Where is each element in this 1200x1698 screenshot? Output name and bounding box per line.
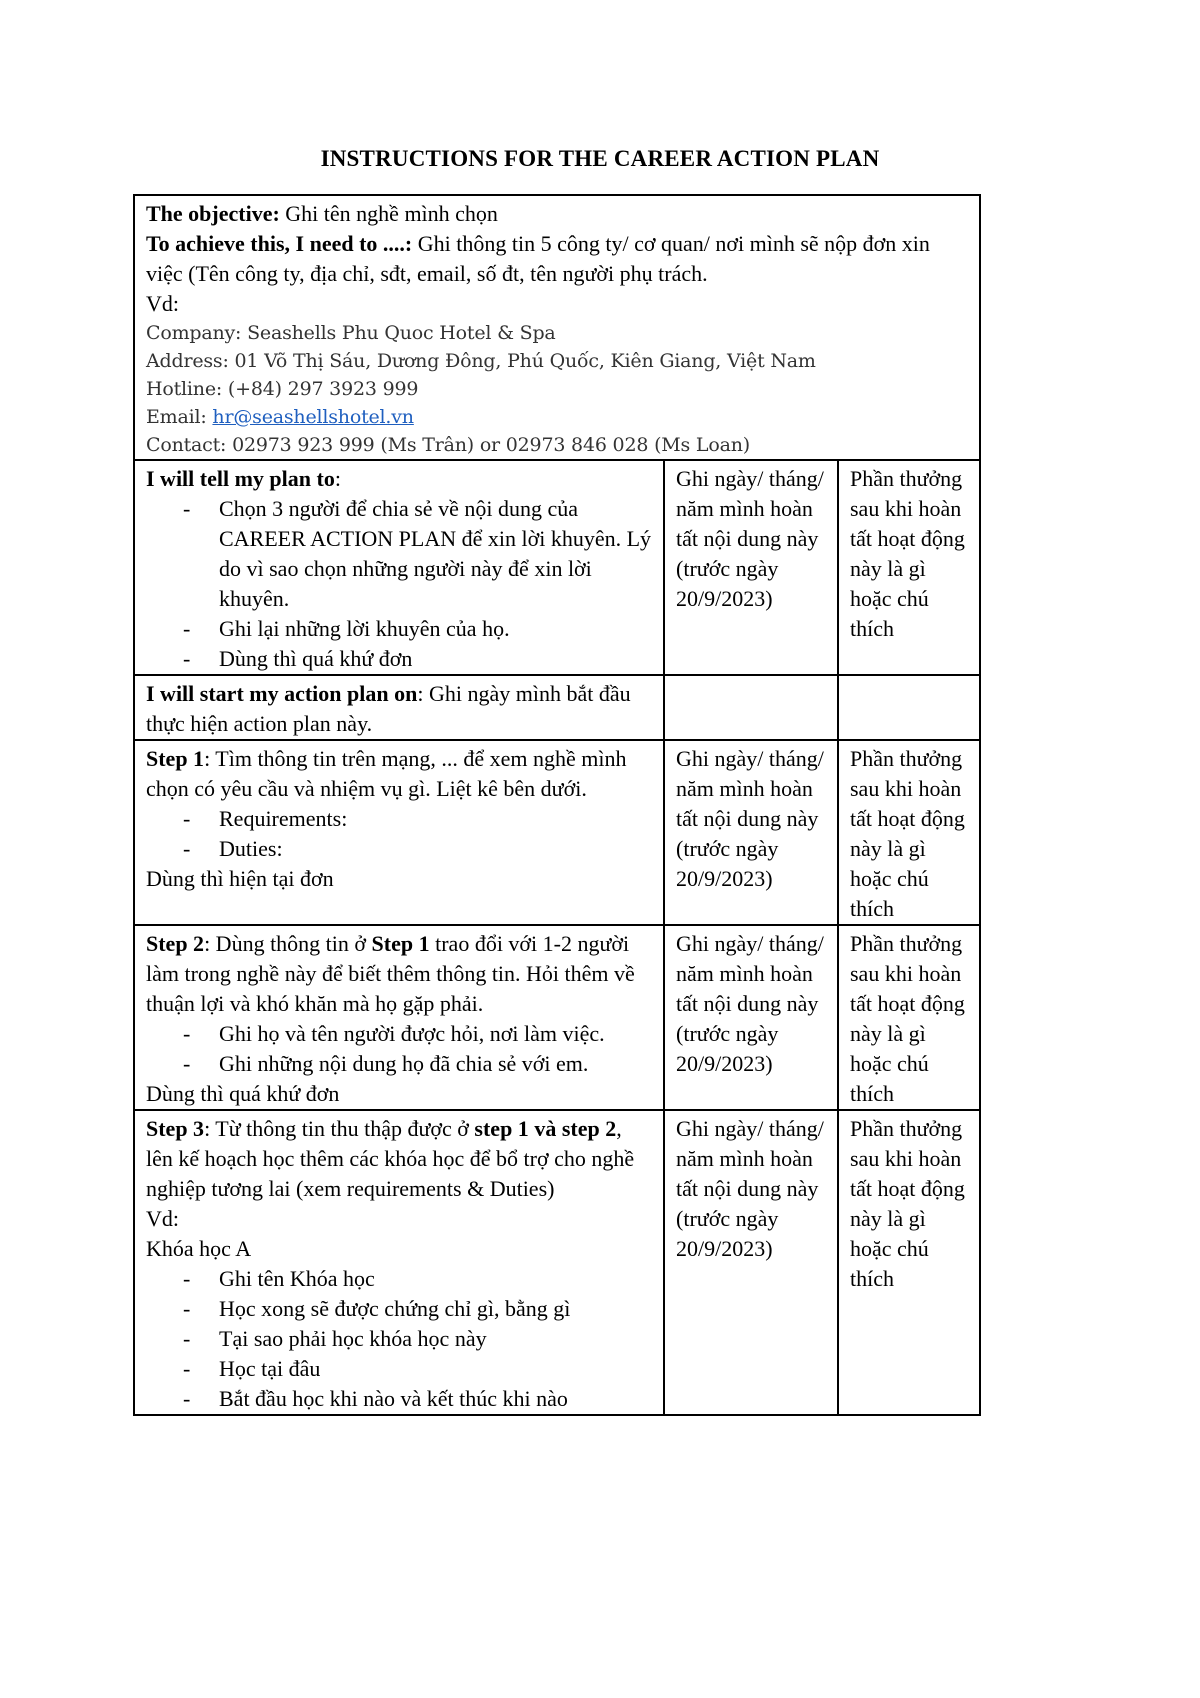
list-item: - Chọn 3 người để chia sẻ về nội dung của CAREER ACTION PLAN để xin lời khuyên. Lý do vì sao chọn những người này để xin lời khuyên. — [146, 494, 653, 614]
contact-line: Contact: 02973 923 999 (Ms Trân) or 02973 846 028 (Ms Loan) — [146, 434, 750, 456]
objective-line — [146, 199, 969, 229]
tell-plan-label: I will tell my plan to — [146, 466, 335, 491]
date-cell: Ghi ngày/ tháng/ năm mình hoàn tất nội dung này (trước ngày 20/9/2023) — [664, 740, 838, 925]
step1-list — [146, 804, 653, 864]
achieve-text: Ghi thông tin 5 công ty/ cơ quan/ nơi mình sẽ nộp đơn xin việc (Tên công ty, địa chỉ, sđt, email, số đt, tên người phụ trách. — [146, 231, 930, 286]
address-line: Address: 01 Võ Thị Sáu, Dương Đông, Phú Quốc, Kiên Giang, Việt Nam — [146, 350, 816, 372]
objective-label: The objective: — [146, 201, 280, 226]
start-plan-row — [134, 675, 980, 740]
date-cell: Ghi ngày/ tháng/ năm mình hoàn tất nội dung này (trước ngày 20/9/2023) — [664, 1110, 838, 1415]
step2-list — [146, 1019, 653, 1079]
list-item: - Ghi tên Khóa học — [146, 1264, 653, 1294]
step3-cell: Step 3: Từ thông tin thu thập được ở step 1 và step 2, lên kế hoạch học thêm các khóa học để bổ trợ cho nghề nghiệp tương lai (xem requirements & Duties) Vd: Khóa học A - Ghi tên Khóa học - Học xong sẽ được chứng chỉ gì, bằng gì - Tại sao phải học khóa học này - Học tại đâu - Bắt đầu học khi nào và kết thúc khi nào — [134, 1110, 664, 1415]
start-reward-cell — [838, 675, 980, 740]
start-plan-text: : Ghi ngày mình bắt đầu thực hiện action plan này. — [146, 681, 631, 736]
objective-cell — [134, 195, 980, 460]
step3-list — [146, 1264, 653, 1414]
list-item: - Bắt đầu học khi nào và kết thúc khi nào — [146, 1384, 653, 1414]
step1-label: Step 1 — [146, 746, 205, 771]
objective-text: Ghi tên nghề mình chọn — [279, 201, 498, 226]
list-item: - Ghi họ và tên người được hỏi, nơi làm việc. — [146, 1019, 653, 1049]
step2-cell: Step 2: Dùng thông tin ở Step 1 trao đổi với 1-2 người làm trong nghề này để biết thêm thông tin. Hỏi thêm về thuận lợi và khó khăn mà họ gặp phải. - Ghi họ và tên người được hỏi, nơi làm việc. - Ghi những nội dung họ đã chia sẻ với em. Dùng thì quá khứ đơn — [134, 925, 664, 1110]
date-cell: Ghi ngày/ tháng/ năm mình hoàn tất nội dung này (trước ngày 20/9/2023) — [664, 460, 838, 675]
list-item: - Học tại đâu — [146, 1354, 653, 1384]
tell-plan-heading: I will tell my plan to: — [146, 466, 341, 491]
step3-ref1: step 1 — [474, 1116, 529, 1141]
list-item: - Duties: — [146, 834, 653, 864]
step2-row — [134, 925, 980, 1110]
start-plan-cell — [134, 675, 664, 740]
company-line: Company: Seashells Phu Quoc Hotel & Spa — [146, 322, 556, 344]
achieve-label: To achieve this, I need to ....: — [146, 231, 413, 256]
reward-cell: Phần thưởng sau khi hoàn tất hoạt động này là gì hoặc chú thích — [838, 1110, 980, 1415]
step2-ref: Step 1 — [371, 931, 430, 956]
step3-label: Step 3 — [146, 1116, 205, 1141]
email-label: Email: — [146, 406, 213, 428]
tell-plan-cell — [134, 460, 664, 675]
step3-row — [134, 1110, 980, 1415]
list-item: - Học xong sẽ được chứng chỉ gì, bằng gì — [146, 1294, 653, 1324]
list-item: - Ghi những nội dung họ đã chia sẻ với em. — [146, 1049, 653, 1079]
email-link[interactable]: hr@seashellshotel.vn — [212, 406, 414, 428]
email-line — [146, 403, 969, 431]
page-title: INSTRUCTIONS FOR THE CAREER ACTION PLAN — [320, 146, 880, 171]
reward-cell: Phần thưởng sau khi hoàn tất hoạt động này là gì hoặc chú thích — [838, 740, 980, 925]
step1-row — [134, 740, 980, 925]
step1-footer: Dùng thì hiện tại đơn — [146, 866, 334, 891]
objective-row — [134, 195, 980, 460]
achieve-line — [146, 229, 969, 289]
start-date-cell — [664, 675, 838, 740]
step1-cell — [134, 740, 664, 925]
step3-vd: Vd: — [146, 1206, 179, 1231]
list-item: - Tại sao phải học khóa học này — [146, 1324, 653, 1354]
step2-label: Step 2 — [146, 931, 205, 956]
step2-footer: Dùng thì quá khứ đơn — [146, 1081, 340, 1106]
start-plan-label: I will start my action plan on — [146, 681, 418, 706]
list-item: - Requirements: — [146, 804, 653, 834]
step3-course: Khóa học A — [146, 1236, 252, 1261]
step1-text: : Tìm thông tin trên mạng, ... để xem nghề mình chọn có yêu cầu và nhiệm vụ gì. Liệt kê bên dưới. — [146, 746, 627, 801]
hotline-line: Hotline: (+84) 297 3923 999 — [146, 378, 419, 400]
reward-cell: Phần thưởng sau khi hoàn tất hoạt động này là gì hoặc chú thích — [838, 460, 980, 675]
tell-plan-list — [146, 494, 653, 674]
list-item: - Dùng thì quá khứ đơn — [146, 644, 653, 674]
tell-plan-row — [134, 460, 980, 675]
career-action-plan-table — [133, 194, 981, 1416]
list-item: - Ghi lại những lời khuyên của họ. — [146, 614, 653, 644]
reward-cell: Phần thưởng sau khi hoàn tất hoạt động này là gì hoặc chú thích — [838, 925, 980, 1110]
step3-ref2: step 2 — [561, 1116, 617, 1141]
vd-label: Vd: — [146, 291, 179, 316]
date-cell: Ghi ngày/ tháng/ năm mình hoàn tất nội dung này (trước ngày 20/9/2023) — [664, 925, 838, 1110]
